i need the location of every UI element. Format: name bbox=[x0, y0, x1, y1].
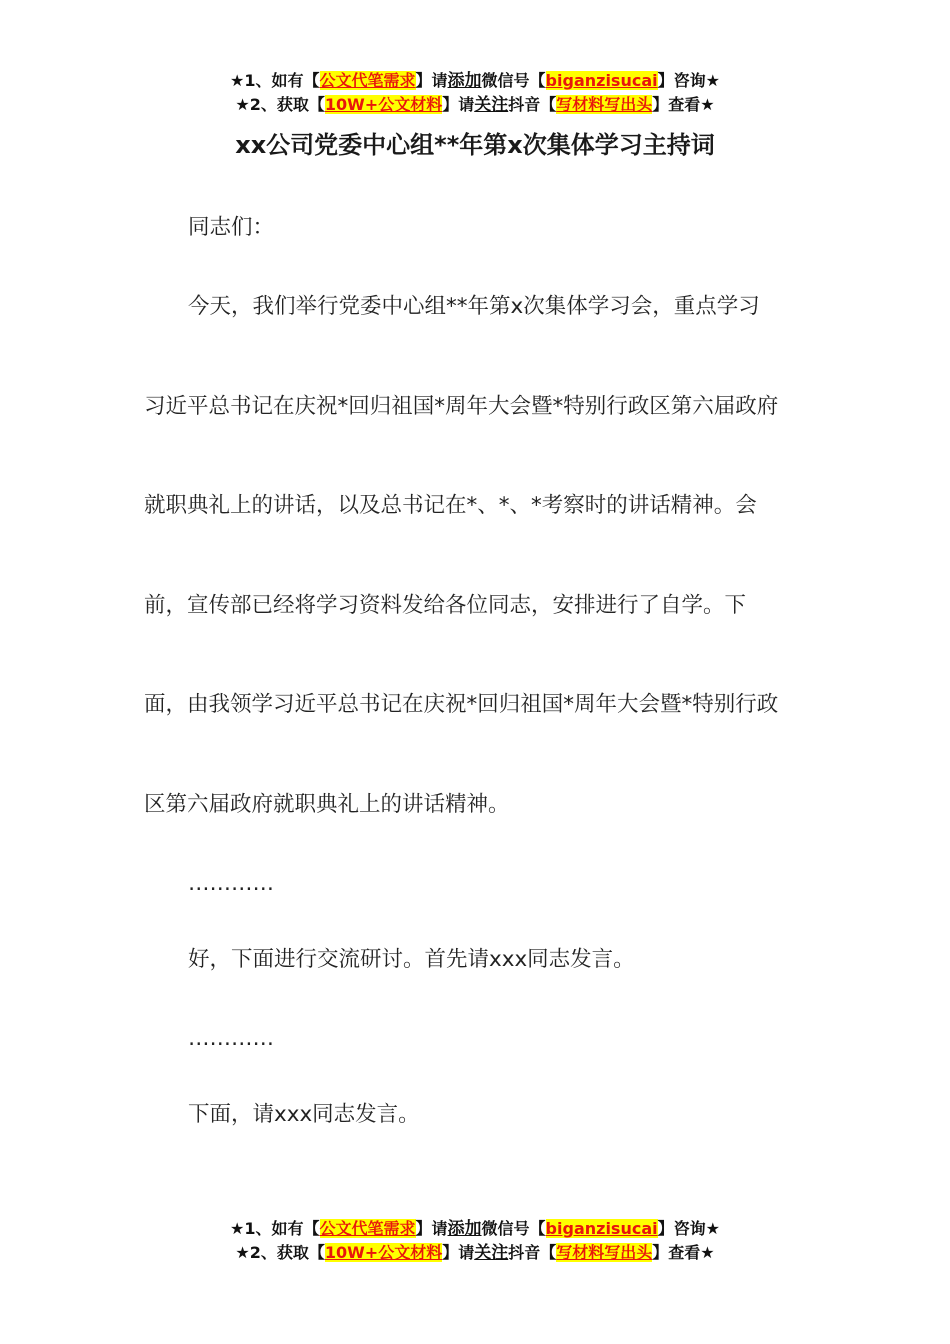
promo-highlight-wechat-id: biganzisucai bbox=[545, 71, 658, 90]
document-title: xx公司党委中心组**年第x次集体学习主持词 bbox=[235, 131, 715, 159]
promo-text: 】咨询★ bbox=[657, 71, 720, 90]
promo-emphasis: 关注 bbox=[474, 1243, 509, 1263]
salutation: 同志们： bbox=[188, 215, 275, 240]
body-line: 前，宣传部已经将学习资料发给各位同志，安排进行了自学。下 bbox=[144, 593, 747, 618]
promo-text: ★2、获取【 bbox=[235, 1243, 325, 1262]
promo-highlight-materials: 10W+公文材料 bbox=[324, 95, 443, 114]
promo-text: 】请 bbox=[442, 95, 475, 114]
body-line: 下面，请xxx同志发言。 bbox=[188, 1102, 420, 1127]
header-promo bbox=[0, 69, 950, 117]
footer-promo-line-1 bbox=[0, 1217, 950, 1241]
promo-text: ★2、获取【 bbox=[235, 95, 325, 114]
promo-text: 抖音【 bbox=[508, 1243, 557, 1262]
promo-text: 】咨询★ bbox=[657, 1219, 720, 1238]
promo-highlight-douyin: 写材料写出头 bbox=[556, 95, 653, 114]
promo-highlight-wechat-id: biganzisucai bbox=[545, 1219, 658, 1238]
promo-highlight-service: 公文代笔需求 bbox=[319, 71, 416, 90]
body-line: 面，由我领学习近平总书记在庆祝*回归祖国*周年大会暨*特别行政 bbox=[144, 692, 779, 717]
body-line: 好，下面进行交流研讨。首先请xxx同志发言。 bbox=[188, 947, 635, 972]
footer-promo bbox=[0, 1217, 950, 1265]
body-line: 就职典礼上的讲话，以及总书记在*、*、*考察时的讲话精神。会 bbox=[144, 493, 757, 518]
promo-emphasis: 关注 bbox=[474, 95, 509, 115]
promo-highlight-douyin: 写材料写出头 bbox=[556, 1243, 653, 1262]
promo-emphasis: 添加 bbox=[447, 1219, 482, 1239]
promo-emphasis: 添加 bbox=[447, 71, 482, 91]
promo-text: ★1、如有【 bbox=[230, 1219, 320, 1238]
promo-text: ★1、如有【 bbox=[230, 71, 320, 90]
ellipsis-line: ………… bbox=[188, 871, 274, 896]
promo-highlight-service: 公文代笔需求 bbox=[319, 1219, 416, 1238]
promo-text: 抖音【 bbox=[508, 95, 557, 114]
promo-text: 】请 bbox=[442, 1243, 475, 1262]
header-promo-line-2 bbox=[0, 93, 950, 117]
body-line: 今天，我们举行党委中心组**年第x次集体学习会，重点学习 bbox=[188, 294, 760, 319]
promo-text: 】查看★ bbox=[652, 1243, 715, 1262]
body-line: 区第六届政府就职典礼上的讲话精神。 bbox=[144, 792, 510, 817]
promo-text: 】查看★ bbox=[652, 95, 715, 114]
promo-text: 】请 bbox=[415, 71, 448, 90]
ellipsis-line: ………… bbox=[188, 1026, 274, 1051]
footer-promo-line-2 bbox=[0, 1241, 950, 1265]
header-promo-line-1 bbox=[0, 69, 950, 93]
body-line: 习近平总书记在庆祝*回归祖国*周年大会暨*特别行政区第六届政府 bbox=[144, 394, 779, 419]
promo-text: 】请 bbox=[415, 1219, 448, 1238]
promo-text: 微信号【 bbox=[481, 71, 546, 90]
promo-text: 微信号【 bbox=[481, 1219, 546, 1238]
promo-highlight-materials: 10W+公文材料 bbox=[324, 1243, 443, 1262]
